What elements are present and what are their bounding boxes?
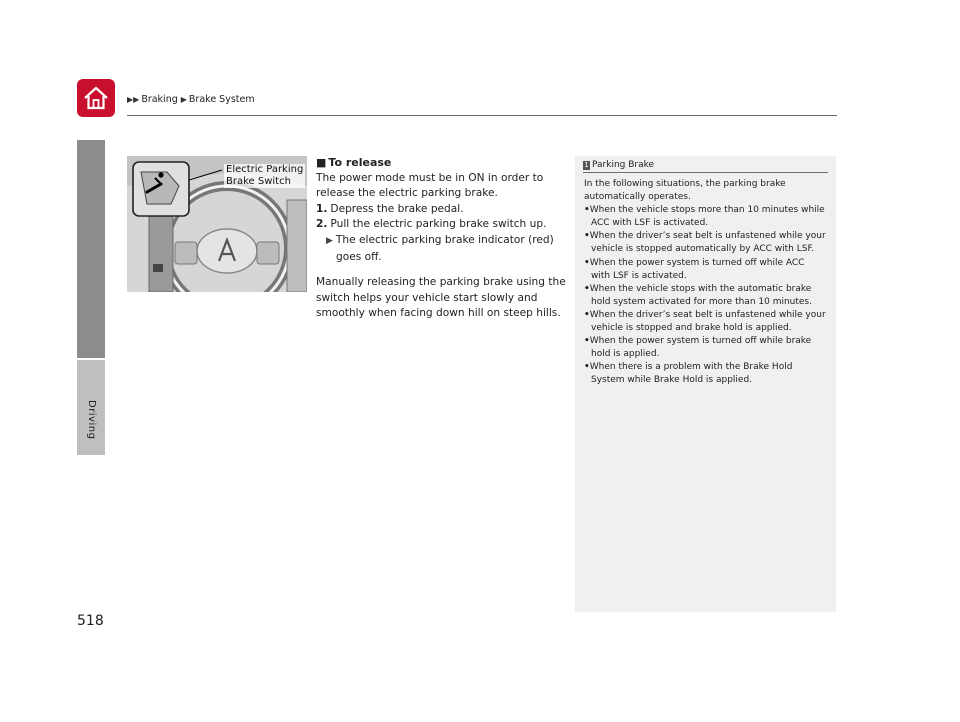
header-divider <box>127 115 837 116</box>
home-icon <box>82 85 110 111</box>
note-title: 1 Parking Brake <box>583 160 828 173</box>
breadcrumb-arrow-icon: ▶ <box>180 95 187 104</box>
breadcrumb-arrow-icon: ▶▶ <box>127 95 140 104</box>
body-paragraph: Manually releasing the parking brake using the switch helps your vehicle start slowly and smoothly when facing down hill on steep hills. <box>316 276 566 320</box>
list-item: •When the driver’s seat belt is unfastened while your vehicle is stopped and brake hold is applied. <box>584 309 826 334</box>
note-body <box>575 173 836 388</box>
list-item: •When the power system is turned off while brake hold is applied. <box>584 336 812 360</box>
home-button[interactable] <box>77 79 115 117</box>
page-number: 518 <box>77 613 104 629</box>
chapter-tab[interactable] <box>77 140 105 358</box>
step-item: 2. Pull the electric parking brake switch up. <box>316 218 547 231</box>
intro-text: The power mode must be in ON in order to release the electric parking brake. <box>316 171 544 200</box>
note-number-icon: 1 <box>584 160 589 169</box>
side-note <box>575 156 836 612</box>
breadcrumb <box>127 94 258 105</box>
chapter-label: Driving <box>86 400 97 440</box>
list-item: •When the driver’s seat belt is unfastened while your vehicle is stopped automatically by ACC with LSF. <box>584 231 826 255</box>
figure-callout <box>224 164 305 188</box>
note-intro: In the following situations, the parking brake automatically operates. <box>584 179 786 203</box>
breadcrumb-item-braking[interactable]: Braking <box>141 94 178 105</box>
list-item: •When there is a problem with the Brake Hold System while Brake Hold is applied. <box>584 362 793 386</box>
breadcrumb-item-brake-system[interactable]: Brake System <box>188 94 255 105</box>
square-bullet-icon: ■ <box>316 156 327 169</box>
main-content <box>316 155 566 322</box>
step-result: ▶ The electric parking brake indicator (red) goes off. <box>326 233 554 263</box>
list-item: •When the vehicle stops with the automatic brake hold system activated for more than 10 minutes. <box>584 283 812 307</box>
step-item: 1. Depress the brake pedal. <box>316 202 464 215</box>
callout-text: Electric Parking Brake Switch <box>226 164 304 187</box>
section-heading: ■ To release <box>316 156 392 169</box>
list-item: •When the power system is turned off while ACC with LSF is activated. <box>584 257 805 281</box>
result-arrow-icon: ▶ <box>326 235 333 246</box>
list-item: •When the vehicle stops more than 10 minutes while ACC with LSF is activated. <box>584 205 825 229</box>
